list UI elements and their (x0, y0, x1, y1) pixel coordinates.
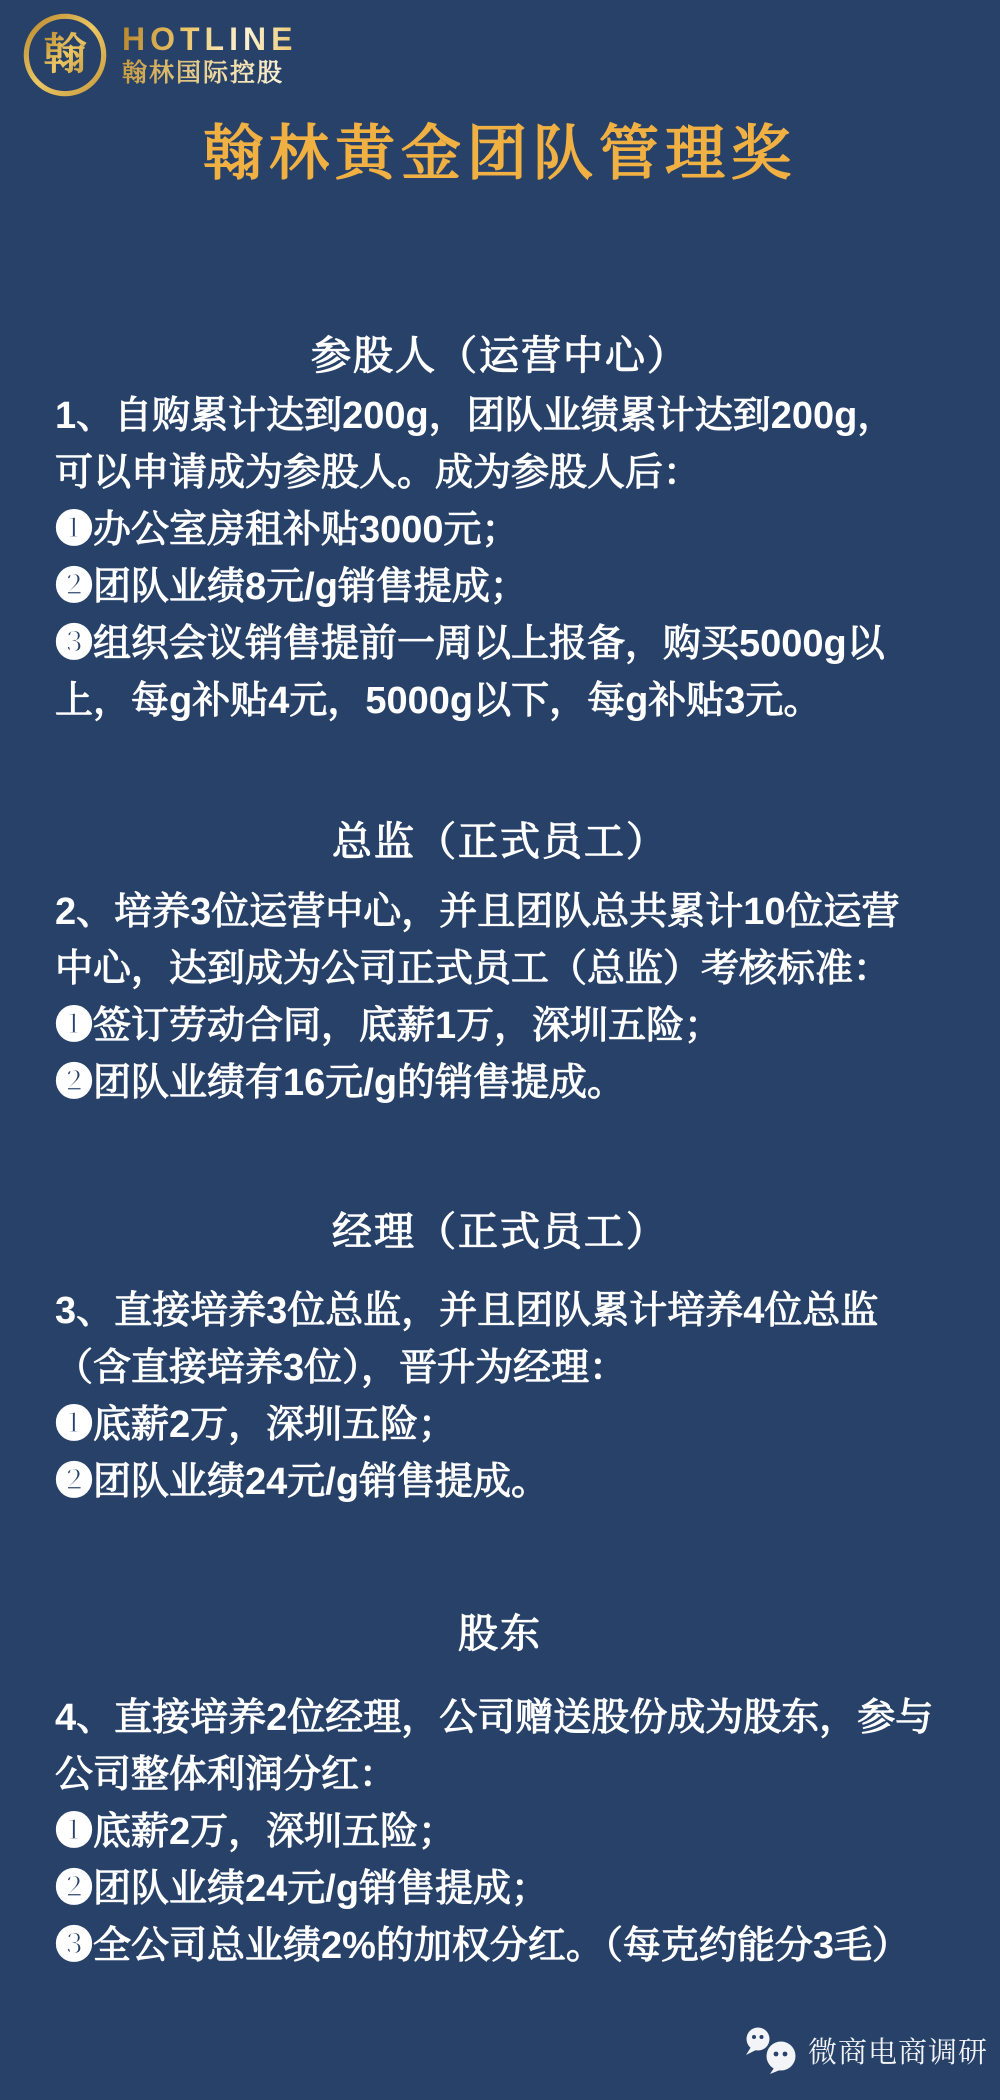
section-heading-shareholder-partner: 参股人（运营中心） (311, 334, 689, 378)
body-line: （含直接培养3位），晋升为经理： (55, 1347, 628, 1389)
body-line: ❷团队业绩24元/g销售提成。 (55, 1461, 550, 1503)
body-line: 3、直接培养3位总监，并且团队累计培养4位总监 (55, 1290, 879, 1332)
brand-logo (22, 12, 297, 98)
section-body-stockholder (55, 1690, 970, 1975)
body-line: ❷团队业绩8元/g销售提成； (55, 566, 528, 608)
section-heading-director: 总监（正式员工） (332, 820, 668, 864)
brand-text-block (122, 22, 297, 88)
body-line: ❷团队业绩有16元/g的销售提成。 (55, 1062, 626, 1104)
body-line: 4、直接培养2位经理，公司赠送股份成为股东，参与 (55, 1697, 934, 1739)
body-line: 中心，达到成为公司正式员工（总监）考核标准： (55, 948, 892, 990)
section-body-manager (55, 1283, 970, 1511)
svg-text:翰: 翰 (43, 30, 87, 79)
section-heading-manager: 经理（正式员工） (332, 1210, 668, 1254)
body-line: 可以申请成为参股人。成为参股人后： (55, 452, 702, 494)
brand-name: HOTLINE (122, 21, 298, 57)
body-line: ❶底薪2万，深圳五险； (55, 1404, 457, 1446)
body-line: 1、自购累计达到200g，团队业绩累计达到200g， (55, 395, 896, 437)
body-line: ❶底薪2万，深圳五险； (55, 1811, 457, 1853)
body-line: ❶签订劳动合同，底薪1万，深圳五险； (55, 1005, 723, 1047)
brand-subtitle: 翰林国际控股 (122, 58, 297, 88)
body-line: 公司整体利润分红： (55, 1754, 398, 1796)
section-body-director (55, 884, 970, 1112)
body-line: ❷团队业绩24元/g销售提成； (55, 1868, 550, 1910)
body-line: ❸全公司总业绩2%的加权分红。（每克约能分3毛） (55, 1925, 911, 1967)
body-line: ❸组织会议销售提前一周以上报备，购买5000g以 (55, 623, 885, 665)
page-title: 翰林黄金团队管理奖 (203, 120, 797, 187)
watermark-block (744, 2026, 988, 2074)
body-line: 上，每g补贴4元，5000g以下，每g补贴3元。 (55, 680, 822, 722)
section-body-shareholder-partner (55, 388, 970, 730)
watermark-text: 微商电商调研 (808, 2036, 989, 2069)
hotline-logo-icon (22, 12, 108, 98)
body-line: 2、培养3位运营中心，并且团队总共累计10位运营 (55, 891, 900, 933)
section-heading-stockholder: 股东 (458, 1612, 542, 1656)
wechat-icon (744, 2026, 798, 2074)
body-line: ❶办公室房租补贴3000元； (55, 509, 520, 551)
